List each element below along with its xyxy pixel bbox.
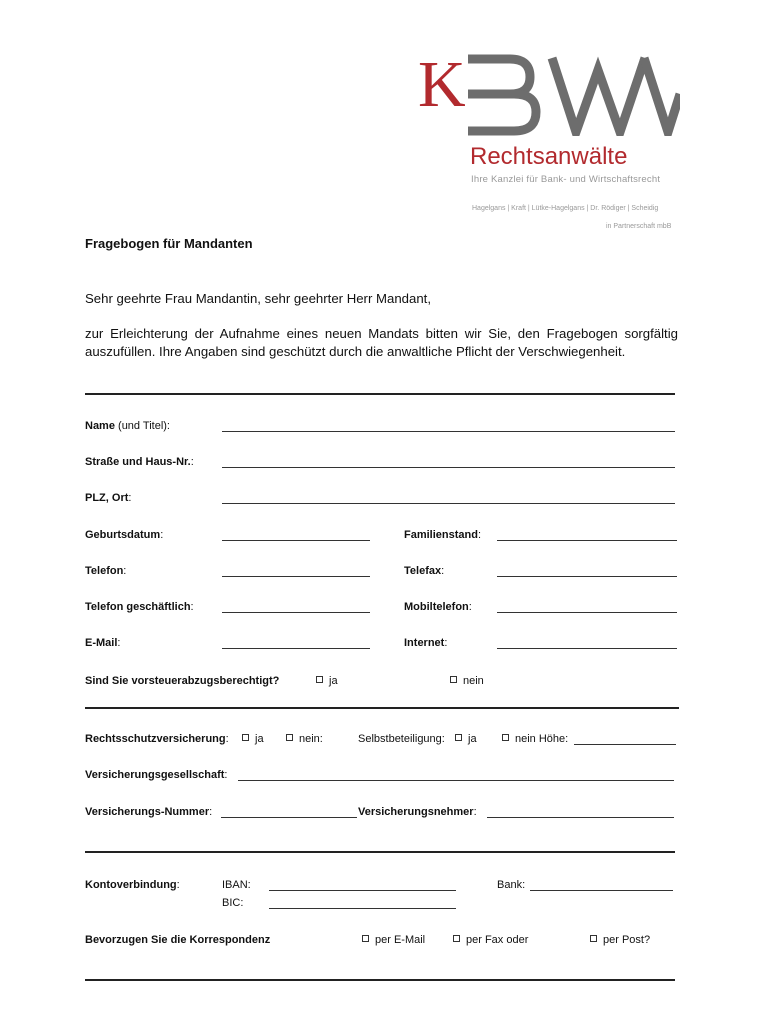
deductible-label: Selbstbeteiligung: — [358, 733, 445, 745]
vat-no-checkbox[interactable] — [450, 676, 457, 683]
bank-name-label: Bank: — [497, 879, 526, 891]
fax-label-text: Telefax — [404, 565, 442, 577]
intro-paragraph: zur Erleichterung der Aufnahme eines neuen Mandats bitten wir Sie, den Fragebogen sorgfältig auszufüllen. Ihre Angaben sind geschützt durch die anwaltliche Pflicht der Verschwiegenheit. — [85, 326, 678, 359]
phone-field[interactable] — [222, 575, 370, 577]
vat-yes-checkbox[interactable] — [316, 676, 323, 683]
name-label-rest: (und Titel): — [114, 420, 170, 432]
insurer-label-text: Versicherungsgesellschaft — [85, 769, 225, 781]
policy-number-label-text: Versicherungs-Nummer — [85, 806, 210, 818]
policy-number-label — [85, 806, 212, 818]
logo-tagline: Ihre Kanzlei für Bank- und Wirtschaftsrecht — [471, 174, 661, 185]
phone-label — [85, 565, 126, 577]
correspondence-fax-label: per Fax oder — [466, 934, 529, 946]
street-label-text: Straße und Haus-Nr. — [85, 456, 191, 468]
street-label-colon: : — [190, 456, 194, 468]
legal-insurance-yes-option[interactable] — [242, 733, 264, 745]
internet-label — [404, 637, 447, 649]
correspondence-email-label: per E-Mail — [375, 934, 426, 946]
marital-status-label-colon: : — [477, 529, 482, 541]
bank-account-label-text: Kontoverbindung — [85, 879, 177, 891]
marital-status-label-text: Familienstand — [404, 529, 478, 541]
street-label — [85, 456, 194, 468]
legal-insurance-no-label: nein: — [299, 733, 323, 745]
legal-insurance-label-text: Rechtsschutzversicherung — [85, 733, 226, 745]
marital-status-field[interactable] — [497, 539, 677, 541]
bic-label: BIC: — [222, 897, 244, 909]
policy-holder-label-text: Versicherungsnehmer — [358, 806, 474, 818]
iban-label: IBAN: — [222, 879, 251, 891]
legal-insurance-label-colon: : — [225, 733, 229, 745]
section-divider — [85, 979, 675, 981]
policy-holder-label — [358, 806, 477, 818]
plz-label-text: PLZ, Ort — [85, 492, 129, 504]
internet-label-text: Internet — [404, 637, 445, 649]
correspondence-post-label: per Post? — [603, 934, 651, 946]
phone-label-text: Telefon — [85, 565, 124, 577]
email-label — [85, 637, 120, 649]
bank-name-field[interactable] — [530, 889, 673, 891]
policy-holder-label-colon: : — [473, 806, 477, 818]
deductible-no-checkbox[interactable] — [502, 734, 509, 741]
legal-insurance-yes-checkbox[interactable] — [242, 734, 249, 741]
correspondence-email-checkbox[interactable] — [362, 935, 369, 942]
correspondence-post-checkbox[interactable] — [590, 935, 597, 942]
vat-no-label: nein — [463, 675, 484, 687]
deductible-yes-option[interactable] — [455, 733, 477, 745]
correspondence-question: Bevorzugen Sie die Korrespondenz — [85, 934, 271, 946]
email-label-text: E-Mail — [85, 637, 118, 649]
logo-title: Rechtsanwälte — [470, 143, 628, 170]
birthdate-label-colon: : — [160, 529, 164, 541]
work-phone-field[interactable] — [222, 611, 370, 613]
email-field[interactable] — [222, 647, 370, 649]
iban-field[interactable] — [269, 889, 456, 891]
mobile-field[interactable] — [497, 611, 677, 613]
partnership-note: in Partnerschaft mbB — [606, 223, 672, 230]
mobile-label — [404, 601, 472, 613]
work-phone-label-colon: : — [190, 601, 194, 613]
internet-field[interactable] — [497, 647, 677, 649]
vat-question: Sind Sie vorsteuerabzugsberechtigt? — [85, 675, 280, 687]
bank-account-label-colon: : — [176, 879, 180, 891]
legal-insurance-label — [85, 733, 229, 745]
name-label — [85, 420, 170, 432]
deductible-no-option[interactable] — [502, 733, 568, 745]
policy-number-label-colon: : — [209, 806, 213, 818]
logo-k-letter: K — [418, 48, 466, 121]
name-label-bold: Name — [85, 420, 115, 432]
correspondence-fax-checkbox[interactable] — [453, 935, 460, 942]
insurer-label — [85, 769, 227, 781]
policy-holder-field[interactable] — [487, 816, 674, 818]
fax-label-colon: : — [441, 565, 445, 577]
form-title: Fragebogen für Mandanten — [85, 236, 253, 251]
bank-account-label — [85, 879, 180, 891]
mobile-label-colon: : — [468, 601, 472, 613]
deductible-amount-field[interactable] — [574, 743, 676, 745]
legal-insurance-no-option[interactable] — [286, 733, 323, 745]
deductible-yes-label: ja — [468, 733, 477, 745]
legal-insurance-no-checkbox[interactable] — [286, 734, 293, 741]
phone-label-colon: : — [123, 565, 127, 577]
work-phone-label — [85, 601, 194, 613]
salutation: Sehr geehrte Frau Mandantin, sehr geehrter Herr Mandant, — [85, 291, 431, 306]
insurer-label-colon: : — [224, 769, 228, 781]
internet-label-colon: : — [444, 637, 448, 649]
section-divider — [85, 393, 675, 395]
birthdate-label-text: Geburtsdatum — [85, 529, 161, 541]
birthdate-field[interactable] — [222, 539, 370, 541]
section-divider — [85, 707, 679, 709]
vat-yes-option[interactable] — [316, 675, 338, 687]
logo-bw-mark — [468, 54, 680, 136]
deductible-yes-checkbox[interactable] — [455, 734, 462, 741]
plz-label — [85, 492, 131, 504]
vat-yes-label: ja — [329, 675, 338, 687]
policy-number-field[interactable] — [221, 816, 357, 818]
plz-city-field[interactable] — [222, 502, 675, 504]
legal-insurance-yes-label: ja — [255, 733, 264, 745]
email-label-colon: : — [117, 637, 121, 649]
name-field[interactable] — [222, 430, 675, 432]
birthdate-label — [85, 529, 163, 541]
street-field[interactable] — [222, 466, 675, 468]
work-phone-label-text: Telefon geschäftlich — [85, 601, 191, 613]
deductible-no-label: nein Höhe: — [515, 733, 569, 745]
plz-label-colon: : — [128, 492, 132, 504]
correspondence-fax-option[interactable] — [453, 934, 528, 946]
fax-label — [404, 565, 444, 577]
fax-field[interactable] — [497, 575, 677, 577]
correspondence-email-option[interactable] — [362, 934, 425, 946]
section-divider — [85, 851, 675, 853]
correspondence-post-option[interactable] — [590, 934, 650, 946]
bic-field[interactable] — [269, 907, 456, 909]
marital-status-label — [404, 529, 481, 541]
mobile-label-text: Mobiltelefon — [404, 601, 469, 613]
partner-names: Hagelgans | Kraft | Lütke-Hagelgans | Dr. Rödiger | Scheidig — [472, 205, 659, 212]
insurer-field[interactable] — [238, 779, 674, 781]
vat-no-option[interactable] — [450, 675, 484, 687]
